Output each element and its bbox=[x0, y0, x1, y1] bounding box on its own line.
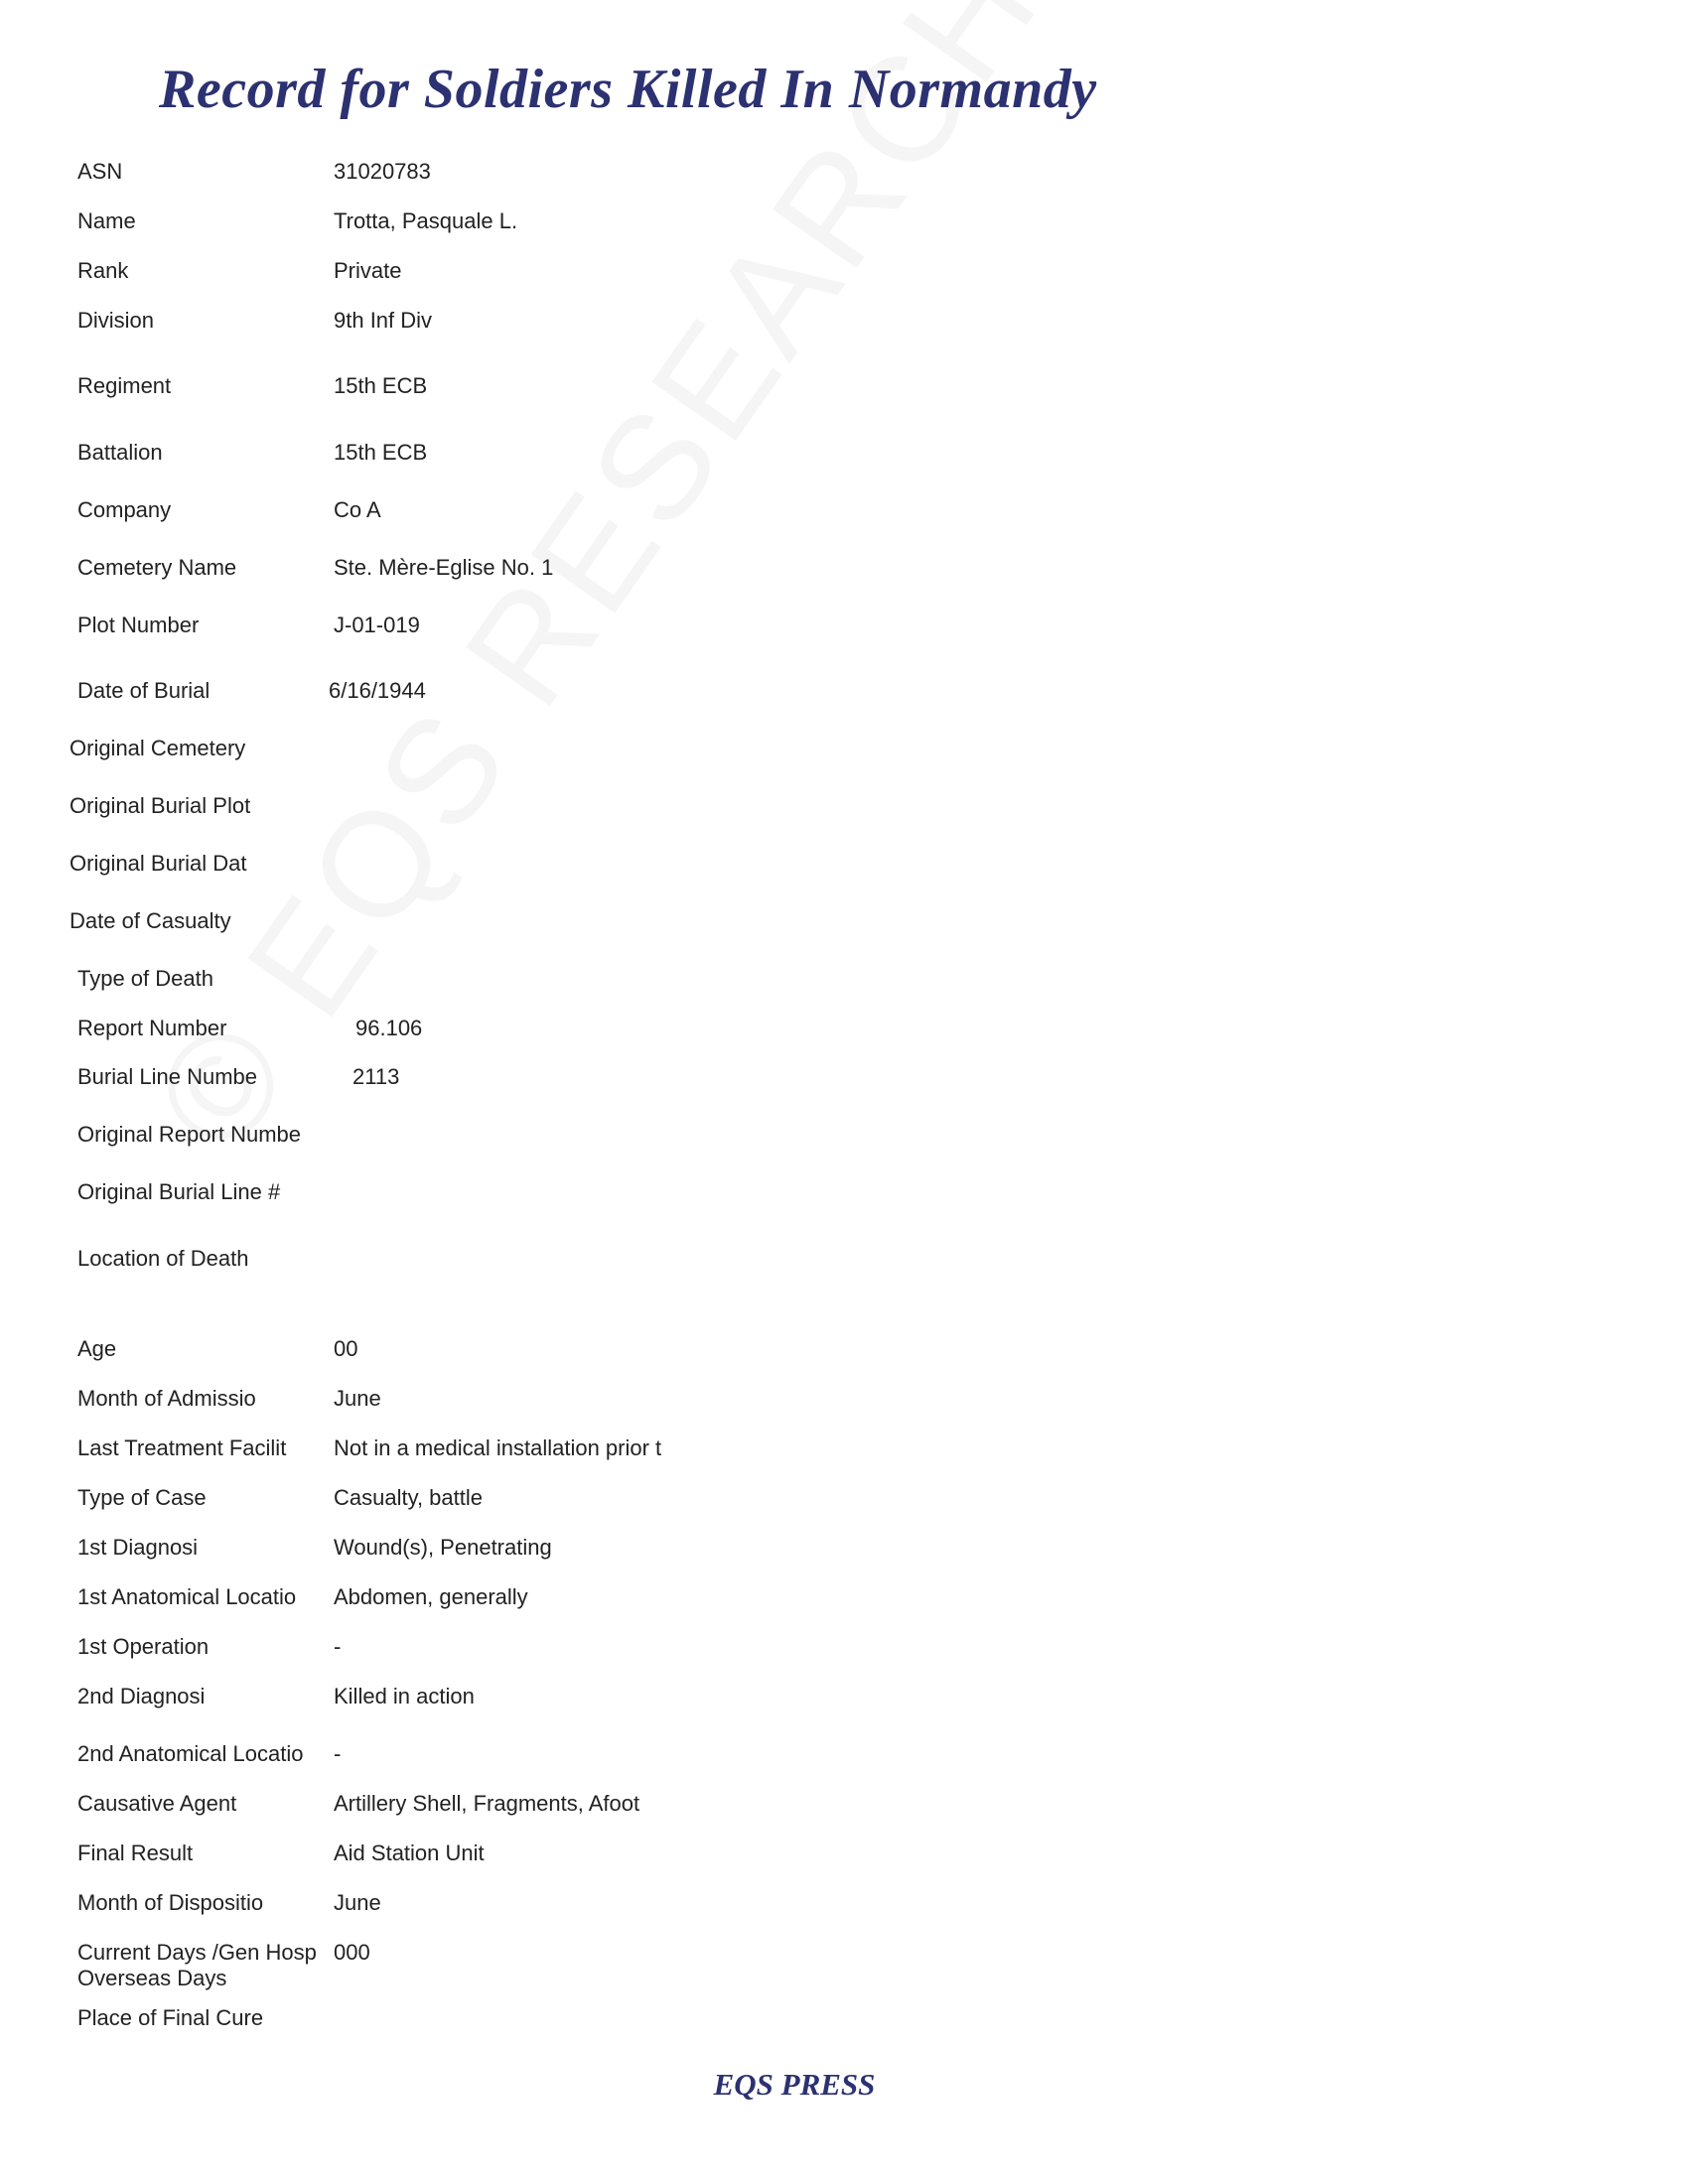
original-burial-line-label: Original Burial Line # bbox=[77, 1179, 281, 1204]
month-of-disposition-label: Month of Dispositio bbox=[77, 1890, 264, 1915]
first-diagnosis-value: Wound(s), Penetrating bbox=[334, 1535, 552, 1560]
age-label: Age bbox=[77, 1336, 117, 1361]
month-of-admission-value: June bbox=[334, 1386, 381, 1411]
age-value: 00 bbox=[334, 1336, 358, 1361]
type-of-case-label: Type of Case bbox=[77, 1485, 207, 1510]
report-number-label: Report Number bbox=[77, 1016, 227, 1040]
type-of-case-value: Casualty, battle bbox=[334, 1485, 484, 1510]
original-cemetery-label: Original Cemetery bbox=[70, 736, 246, 760]
causative-agent-label: Causative Agent bbox=[77, 1791, 237, 1816]
burial-line-number-value: 2113 bbox=[352, 1064, 400, 1089]
causative-agent-value: Artillery Shell, Fragments, Afoot bbox=[334, 1791, 640, 1816]
first-operation-label: 1st Operation bbox=[77, 1634, 210, 1659]
original-report-number-label: Original Report Numbe bbox=[77, 1122, 301, 1147]
name-label: Name bbox=[77, 208, 136, 233]
asn-label: ASN bbox=[77, 159, 123, 184]
company-value: Co A bbox=[334, 497, 381, 522]
second-anatomical-location-label: 2nd Anatomical Locatio bbox=[77, 1741, 304, 1766]
battalion-value: 15th ECB bbox=[334, 440, 428, 465]
second-diagnosis-label: 2nd Diagnosi bbox=[77, 1684, 206, 1708]
footer-publisher: EQS PRESS bbox=[713, 2067, 876, 2102]
last-treatment-facility-label: Last Treatment Facilit bbox=[77, 1435, 287, 1460]
last-treatment-facility-value: Not in a medical installation prior t bbox=[334, 1435, 662, 1460]
final-result-label: Final Result bbox=[77, 1841, 194, 1865]
cemetery-name-label: Cemetery Name bbox=[77, 555, 237, 580]
battalion-label: Battalion bbox=[77, 440, 163, 465]
month-of-admission-label: Month of Admissio bbox=[77, 1386, 256, 1411]
company-label: Company bbox=[77, 497, 172, 522]
asn-value: 31020783 bbox=[334, 159, 431, 184]
regiment-value: 15th ECB bbox=[334, 373, 428, 398]
location-of-death-label: Location of Death bbox=[77, 1246, 249, 1271]
original-burial-plot-label: Original Burial Plot bbox=[70, 793, 251, 818]
plot-number-value: J-01-019 bbox=[334, 613, 420, 637]
first-operation-value: - bbox=[334, 1634, 342, 1659]
cemetery-name-value: Ste. Mère-Eglise No. 1 bbox=[334, 555, 554, 580]
report-number-value: 96.106 bbox=[355, 1016, 423, 1040]
date-of-casualty-label: Date of Casualty bbox=[70, 908, 231, 933]
date-of-burial-value: 6/16/1944 bbox=[329, 678, 426, 703]
second-diagnosis-value: Killed in action bbox=[334, 1684, 475, 1708]
current-days-value: 000 bbox=[334, 1940, 370, 1965]
rank-label: Rank bbox=[77, 258, 129, 283]
plot-number-label: Plot Number bbox=[77, 613, 200, 637]
first-anatomical-location-label: 1st Anatomical Locatio bbox=[77, 1584, 297, 1609]
first-diagnosis-label: 1st Diagnosi bbox=[77, 1535, 199, 1560]
page-title: Record for Soldiers Killed In Normandy bbox=[159, 59, 1097, 120]
division-label: Division bbox=[77, 308, 155, 333]
rank-value: Private bbox=[334, 258, 402, 283]
regiment-label: Regiment bbox=[77, 373, 172, 398]
division-value: 9th Inf Div bbox=[334, 308, 433, 333]
month-of-disposition-value: June bbox=[334, 1890, 381, 1915]
current-days-label: Current Days /Gen Hosp Overseas Days bbox=[77, 1940, 317, 1990]
second-anatomical-location-value: - bbox=[334, 1741, 342, 1766]
watermark bbox=[119, 0, 1073, 1180]
place-of-final-cure-label: Place of Final Cure bbox=[77, 2005, 264, 2030]
burial-line-number-label: Burial Line Numbe bbox=[77, 1064, 257, 1089]
final-result-value: Aid Station Unit bbox=[334, 1841, 485, 1865]
first-anatomical-location-value: Abdomen, generally bbox=[334, 1584, 528, 1609]
type-of-death-label: Type of Death bbox=[77, 966, 213, 991]
name-value: Trotta, Pasquale L. bbox=[334, 208, 518, 233]
date-of-burial-label: Date of Burial bbox=[77, 678, 211, 703]
original-burial-date-label: Original Burial Dat bbox=[70, 851, 247, 876]
